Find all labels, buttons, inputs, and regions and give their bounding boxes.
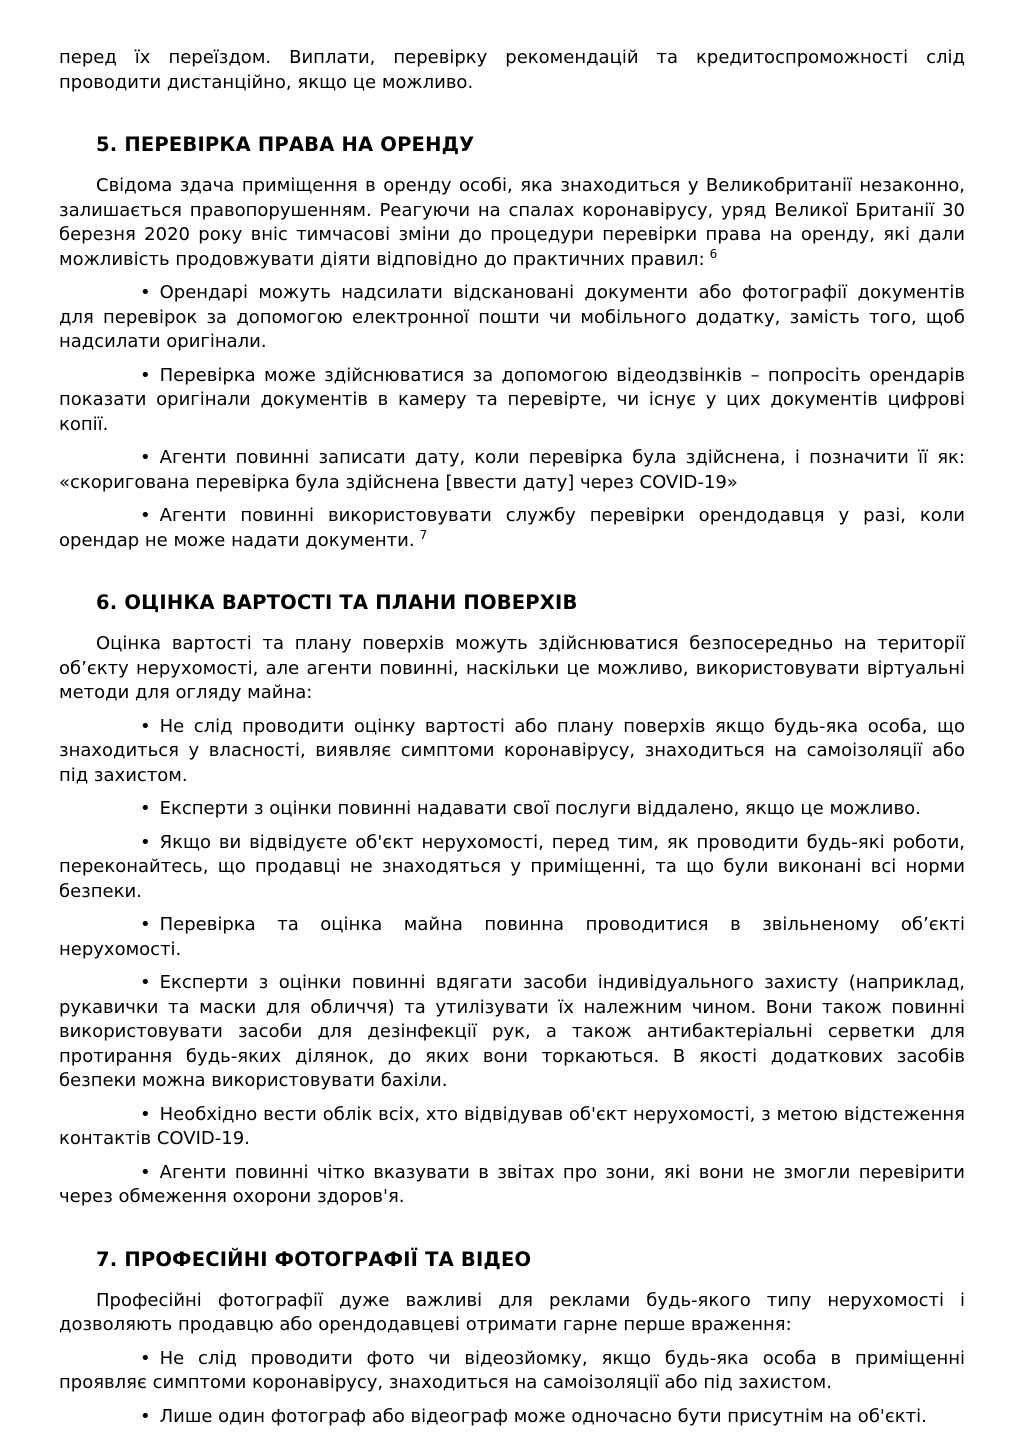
bullet-marker-icon: • [140, 1161, 151, 1183]
bullet-marker-icon: • [140, 798, 151, 819]
bullet-marker-icon: • [140, 1103, 151, 1125]
bullet-text: Експерти з оцінки повинні надавати свої послуги віддалено, якщо це можливо. [159, 798, 921, 819]
bullet-text: Не слід проводити оцінку вартості або плану поверхів якщо будь-яка особа, що знаходиться у власності, виявляє симптоми коронавірусу, знаходиться на самоізоляції або під захистом. [59, 715, 965, 786]
bullet-marker-icon: • [140, 972, 151, 993]
bullet-item [59, 504, 965, 553]
footnote-ref-6: 6 [709, 246, 718, 261]
bullet-marker-icon: • [140, 914, 151, 935]
bullet-item [59, 1103, 965, 1152]
paragraph-section-6-intro: Оцінка вартості та плану поверхів можуть здійснюватися безпосередньо на території об’єкту нерухомості, але агенти повинні, наскільки це можливо, використовувати віртуальні методи для огляду майна: [59, 633, 965, 703]
bullet-marker-icon: • [140, 715, 151, 737]
paragraph-section-5-intro [59, 174, 965, 272]
bullet-text: Якщо ви відвідуєте об'єкт нерухомості, перед тим, як проводити будь-які роботи, переконайтесь, що продавці не знаходяться у приміщенні, та що були виконані всі норми безпеки. [59, 831, 965, 902]
bullet-marker-icon: • [140, 1405, 151, 1427]
bullet-item [59, 797, 965, 822]
bullet-item [59, 1405, 965, 1430]
section-heading-6: 6. ОЦІНКА ВАРТОСТІ ТА ПЛАНИ ПОВЕРХІВ [96, 591, 578, 614]
section-heading-7: 7. ПРОФЕСІЙНІ ФОТОГРАФІЇ ТА ВІДЕО [96, 1247, 532, 1271]
bullet-item [59, 971, 965, 1094]
bullet-item [59, 281, 965, 355]
bullet-item [59, 831, 965, 905]
paragraph-section-7-intro: Професійні фотографії дуже важливі для реклами будь-якого типу нерухомості і дозволяють продавцю або орендодавцеві отримати гарне перше враження: [59, 1289, 965, 1335]
bullet-text: Агенти повинні чітко вказувати в звітах про зони, які вони не змогли перевірити через обмеження охорони здоров'я. [59, 1161, 965, 1207]
bullet-marker-icon: • [140, 282, 151, 303]
bullet-text: Агенти повинні записати дату, коли перевірка була здійснена, і позначити її як: «скоригована перевірка була здійснена [ввести дату] через COVID-19» [59, 447, 965, 493]
paragraph-continuation: перед їх переїздом. Виплати, перевірку рекомендацій та кредитоспроможності слід проводити дистанційно, якщо це можливо. [59, 47, 965, 93]
bullet-marker-icon: • [140, 447, 151, 468]
bullet-text: Перевірка може здійснюватися за допомогою відеодзвінків – попросіть орендарів показати оригінали документів в камеру та перевірте, чи існує у цих документів цифрові копії. [59, 364, 965, 435]
bullet-marker-icon: • [140, 364, 151, 386]
bullet-text: Агенти повинні використовувати службу перевірки орендодавця у разі, коли орендар не може надати документи. [59, 505, 965, 551]
paragraph-text: Свідома здача приміщення в оренду особі, яка знаходиться у Великобританії незаконно, залишається правопорушенням. Реагуючи на спалах коронавірусу, уряд Великої Британії 30 березня 2020 року вніс тимчасові зміни до процедури перевірки права на оренду, які дали можливість продовжувати діяти відповідно до практичних правил: [59, 175, 965, 270]
footnote-ref-7: 7 [419, 527, 428, 542]
bullet-item [59, 446, 965, 495]
bullet-text: Лише один фотограф або відеограф може одночасно бути присутнім на об'єкті. [159, 1405, 927, 1427]
bullet-item [59, 1347, 965, 1396]
section-heading-5: 5. ПЕРЕВІРКА ПРАВА НА ОРЕНДУ [96, 133, 475, 156]
bullet-marker-icon: • [140, 505, 151, 526]
bullet-text: Експерти з оцінки повинні вдягати засоби індивідуального захисту (наприклад, рукавички та маски для обличчя) та утилізувати їх належним чином. Вони також повинні використовувати засоби для дезінфекції рук, а також антибактеріальні серветки для протирання будь-яких ділянок, до яких вони торкаються. В якості додаткових засобів безпеки можна використовувати бахіли. [59, 972, 965, 1091]
bullet-marker-icon: • [140, 1347, 151, 1369]
bullet-item [59, 715, 965, 789]
bullet-text: Необхідно вести облік всіх, хто відвідував об'єкт нерухомості, з метою відстеження контактів COVID-19. [59, 1103, 965, 1149]
bullet-text: Перевірка та оцінка майна повинна проводитися в звільненому об’єкті нерухомості. [59, 914, 965, 960]
bullet-item [59, 913, 965, 962]
bullet-item [59, 1161, 965, 1210]
bullet-text: Не слід проводити фото чи відеозйомку, якщо будь-яка особа в приміщенні проявляє симптоми коронавірусу, знаходиться на самоізоляції або під захистом. [59, 1347, 965, 1393]
bullet-marker-icon: • [140, 831, 151, 853]
bullet-item [59, 364, 965, 438]
bullet-text: Орендарі можуть надсилати відскановані документи або фотографії документів для перевірок за допомогою електронної пошти чи мобільного додатку, замість того, щоб надсилати оригінали. [59, 282, 965, 352]
